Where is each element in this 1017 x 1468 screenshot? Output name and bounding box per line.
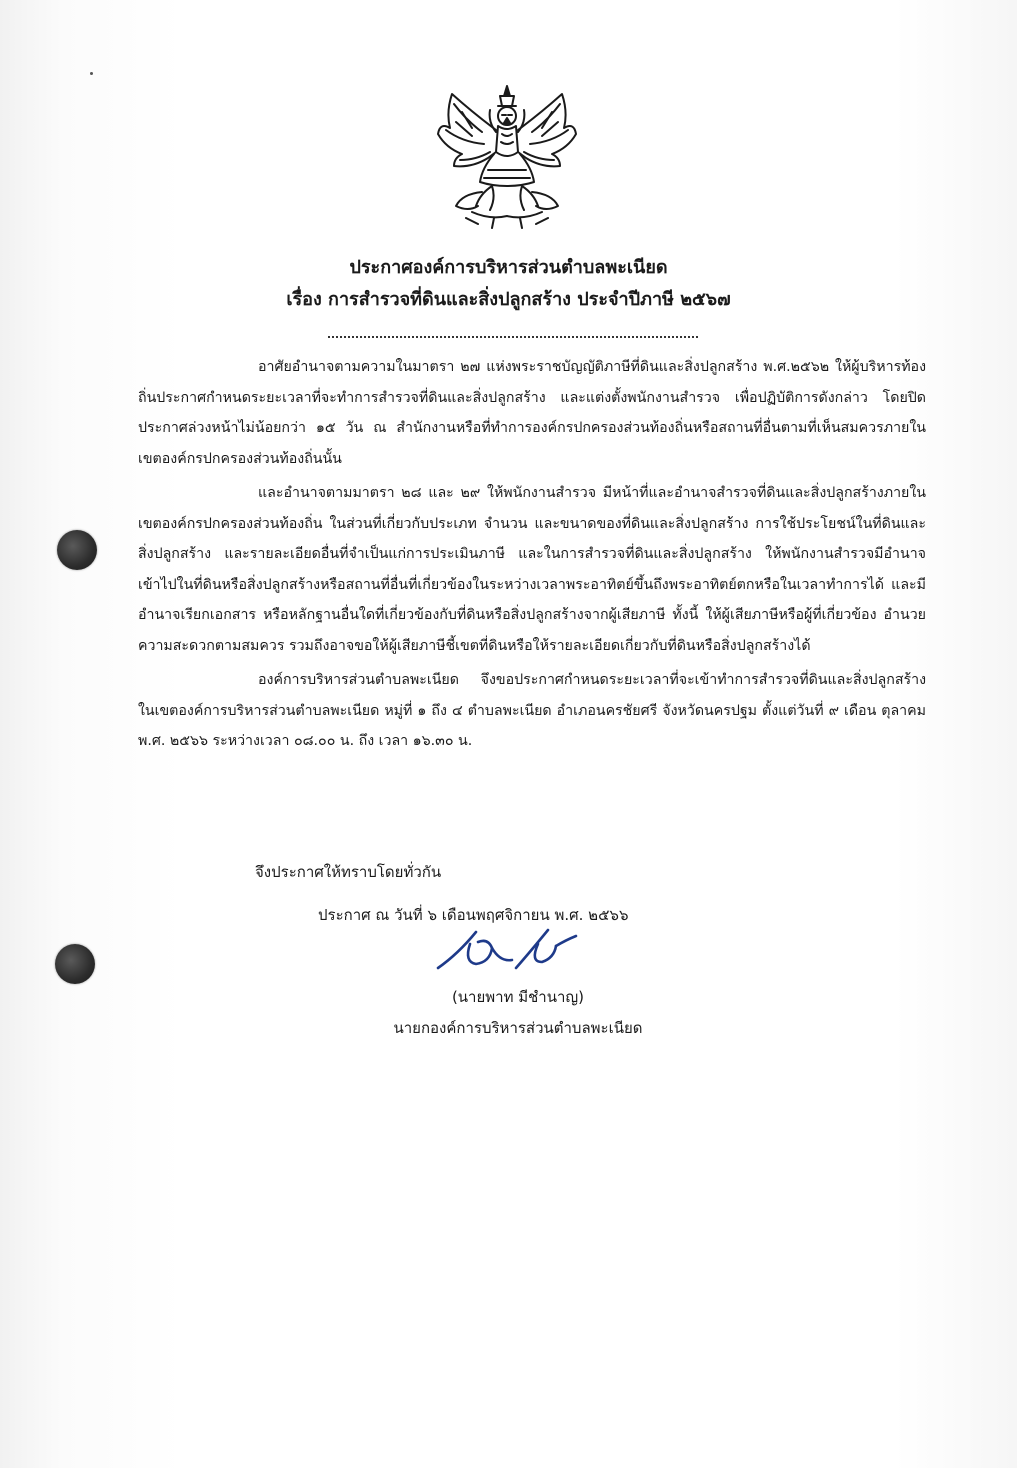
garuda-emblem-icon (432, 82, 582, 230)
signer-position: นายกองค์การบริหารส่วนตำบลพะเนียด (393, 1019, 643, 1037)
closing-announcement: จึงประกาศให้ทราบโดยทั่วกัน (255, 863, 442, 881)
dotted-divider (328, 336, 698, 338)
body-paragraph-2: และอำนาจตามมาตรา ๒๘ และ ๒๙ ให้พนักงานสำรวจ มีหน้าที่และอำนาจสำรวจที่ดินและสิ่งปลูกสร้างภายในเขตองค์กรปกครองส่วนท้องถิ่น ในส่วนที่เกี่ยวกับประเภท จำนวน และขนาดของที่ดินและสิ่งปลูกสร้าง การใช้ประโยชน์ในที่ดินและสิ่งปลูกสร้าง และรายละเอียดอื่นที่จำเป็นแก่การประเมินภาษี และในการสำรวจที่ดินและสิ่งปลูกสร้าง ให้พนักงานสำรวจมีอำนาจเข้าไปในที่ดินหรือสิ่งปลูกสร้างหรือสถานที่อื่นที่เกี่ยวข้องในระหว่างเวลาพระอาทิตย์ขึ้นถึงพระอาทิตย์ตกหรือในเวลาทำการได้ และมีอำนาจเรียกเอกสาร หรือหลักฐานอื่นใดที่เกี่ยวข้องกับที่ดินหรือสิ่งปลูกสร้างจากผู้เสียภาษี ทั้งนี้ ให้ผู้เสียภาษีหรือผู้ที่เกี่ยวข้อง อำนวยความสะดวกตามสมควร รวมถึงอาจขอให้ผู้เสียภาษีชี้เขตที่ดินหรือให้รายละเอียดเกี่ยวกับที่ดินหรือสิ่งปลูกสร้างได้ (138, 485, 926, 654)
announcement-date: ประกาศ ณ วันที่ ๖ เดือนพฤศจิกายน พ.ศ. ๒๕๖๖ (318, 906, 629, 924)
announcement-body (138, 352, 926, 761)
punch-hole-top (57, 530, 97, 570)
signer-name: (นายพาท มีชำนาญ) (451, 988, 585, 1006)
body-paragraph-1: อาศัยอำนาจตามความในมาตรา ๒๗ แห่งพระราชบัญญัติภาษีที่ดินและสิ่งปลูกสร้าง พ.ศ.๒๕๖๒ ให้ผู้บริหารท้องถิ่นประกาศกำหนดระยะเวลาที่จะทำการสำรวจที่ดินและสิ่งปลูกสร้าง และแต่งตั้งพนักงานสำรวจ เพื่อปฏิบัติการดังกล่าว โดยปิดประกาศล่วงหน้าไม่น้อยกว่า ๑๕ วัน ณ สำนักงานหรือที่ทำการองค์กรปกครองส่วนท้องถิ่นหรือสถานที่อื่นตามที่เห็นสมควรภายในเขตองค์กรปกครองส่วนท้องถิ่นนั้น (138, 359, 926, 467)
punch-hole-bottom (55, 944, 95, 984)
body-paragraph-3: องค์การบริหารส่วนตำบลพะเนียด จึงขอประกาศกำหนดระยะเวลาที่จะเข้าทำการสำรวจที่ดินและสิ่งปลูกสร้าง ในเขตองค์การบริหารส่วนตำบลพะเนียด หมู่ที่ ๑ ถึง ๔ ตำบลพะเนียด อำเภอนครชัยศรี จังหวัดนครปฐม ตั้งแต่วันที่ ๙ เดือน ตุลาคม พ.ศ. ๒๕๖๖ ระหว่างเวลา ๐๘.๐๐ น. ถึง เวลา ๑๖.๓๐ น. (138, 672, 926, 749)
paper-speck (90, 72, 93, 75)
announcement-subject: เรื่อง การสำรวจที่ดินและสิ่งปลูกสร้าง ประจำปีภาษี ๒๕๖๗ (286, 289, 731, 310)
announcement-title: ประกาศองค์การบริหารส่วนตำบลพะเนียด (349, 257, 668, 278)
signature-icon (430, 918, 590, 980)
title-block (150, 252, 867, 316)
